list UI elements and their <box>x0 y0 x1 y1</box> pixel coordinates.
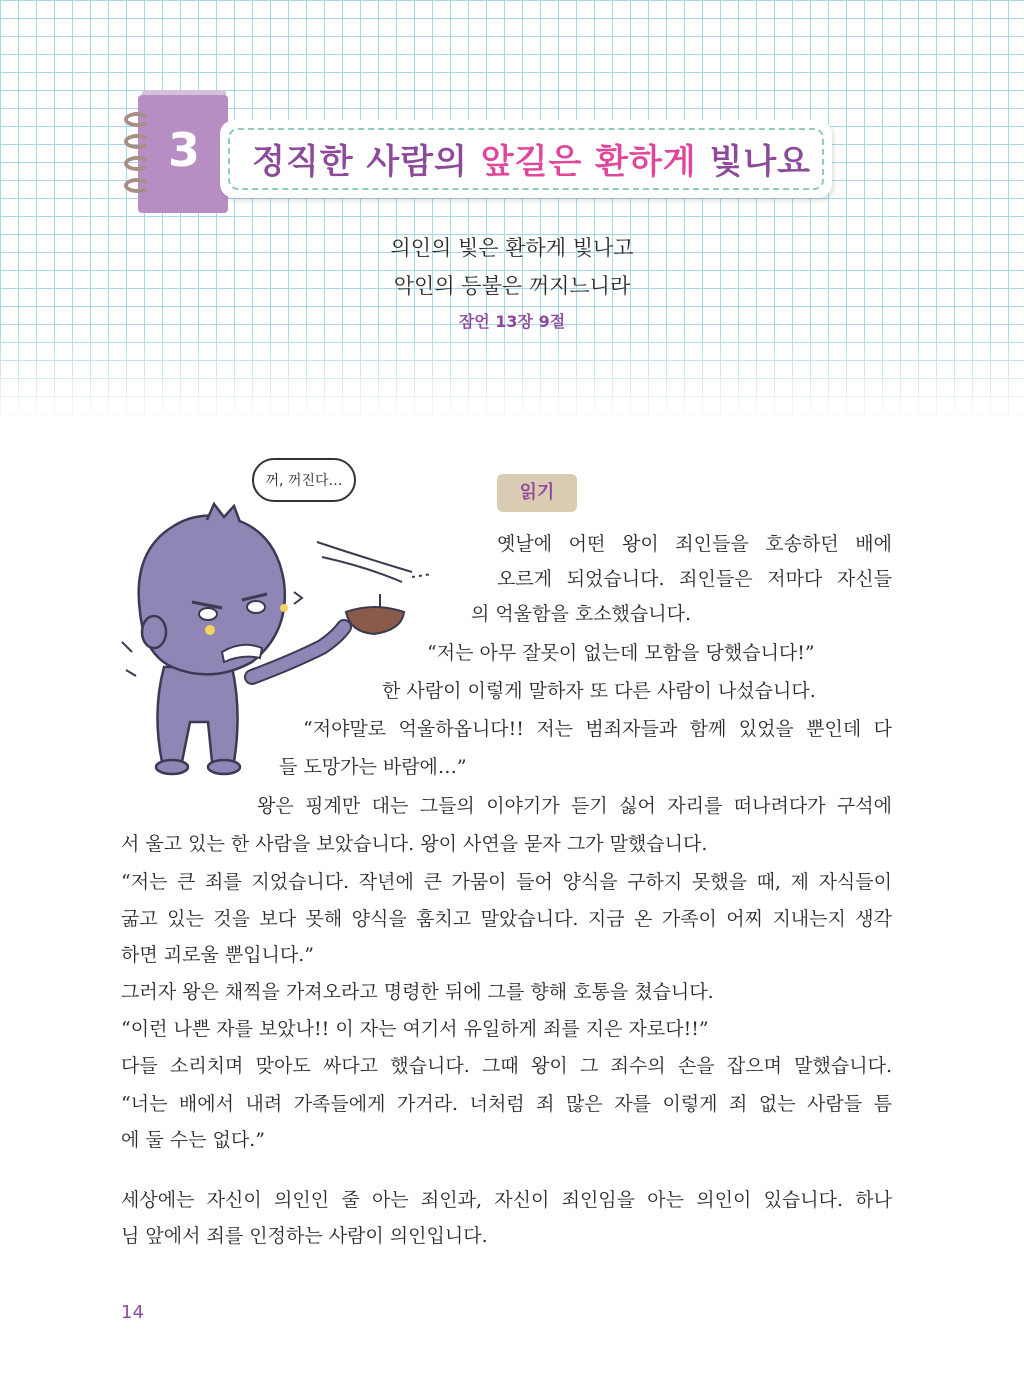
story-line: 들 도망가는 바람에…” <box>279 756 467 778</box>
verse-line-1: 의인의 빛은 환하게 빛나고 <box>390 236 634 260</box>
story-line: 에 둘 수는 없다.” <box>121 1129 265 1151</box>
story-line: 의 억울함을 호소했습니다. <box>471 603 692 625</box>
chapter-number: 3 <box>168 123 201 177</box>
character-illustration <box>112 462 442 792</box>
page-number: 14 <box>121 1302 144 1323</box>
story-line: 그러자 왕은 채찍을 가져오라고 명령한 뒤에 그를 향해 호통을 쳤습니다. <box>121 981 714 1003</box>
story-line: 굶고 있는 것을 보다 못해 양식을 훔치고 말았습니다. 지금 온 가족이 어찌 지내는지 생각 <box>121 908 892 930</box>
conclusion-line: 님 앞에서 죄를 인정하는 사람이 의인입니다. <box>121 1225 488 1247</box>
section-label-badge: 읽기 <box>497 474 577 512</box>
spiral-ring-icon <box>124 134 150 149</box>
verse-line-2: 악인의 등불은 꺼지느니라 <box>393 274 631 298</box>
spiral-ring-icon <box>124 156 150 171</box>
story-line: “저는 아무 잘못이 없는데 모함을 당했습니다!” <box>427 642 815 664</box>
spiral-ring-icon <box>124 178 150 193</box>
story-line: 왕은 핑계만 대는 그들의 이야기가 듣기 싫어 자리를 떠나려다가 구석에 <box>257 795 892 817</box>
story-line: 한 사람이 이렇게 말하자 또 다른 사람이 나섰습니다. <box>382 680 816 702</box>
story-line: “너는 배에서 내려 가족들에게 가거라. 너처럼 죄 많은 자를 이렇게 죄 없는 사람들 틈 <box>121 1093 892 1115</box>
title-banner <box>220 120 832 198</box>
story-line: “저야말로 억울하옵니다!! 저는 범죄자들과 함께 있었을 뿐인데 다 <box>303 718 892 740</box>
chapter-book-icon <box>138 95 228 213</box>
story-line: 하면 괴로울 뿐입니다.” <box>121 944 315 966</box>
story-line: “이런 나쁜 자를 보았나!! 이 자는 여기서 유일하게 죄를 지은 자로다!!” <box>121 1018 709 1040</box>
story-line: 다들 소리치며 맞아도 싸다고 했습니다. 그때 왕이 그 죄수의 손을 잡으며 말했습니다. <box>121 1055 892 1077</box>
verse-reference: 잠언 13장 9절 <box>458 312 566 331</box>
conclusion-line: 세상에는 자신이 의인인 줄 아는 죄인과, 자신이 죄인임을 아는 의인이 있습니다. 하나 <box>121 1189 892 1211</box>
story-line: 오르게 되었습니다. 죄인들은 저마다 자신들 <box>497 568 892 590</box>
story-line: 옛날에 어떤 왕이 죄인들을 호송하던 배에 <box>497 533 892 555</box>
page-title: 정직한 사람의 앞길은 환하게 빛나요 <box>252 142 812 182</box>
story-line: 서 울고 있는 한 사람을 보았습니다. 왕이 사연을 묻자 그가 말했습니다. <box>121 833 708 855</box>
speech-bubble: 꺼, 꺼진다… <box>252 458 356 502</box>
spiral-ring-icon <box>124 112 150 127</box>
story-line: “저는 큰 죄를 지었습니다. 작년에 큰 가뭄이 들어 양식을 구하지 못했을 때, 제 자식들이 <box>121 871 892 893</box>
